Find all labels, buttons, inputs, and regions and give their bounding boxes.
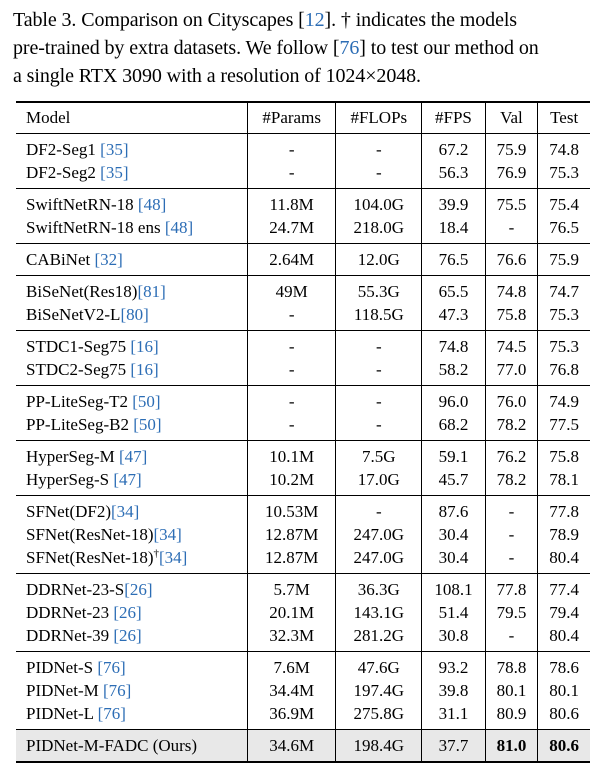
test-cell: 80.4 (538, 546, 590, 574)
table-row (16, 161, 590, 189)
table-row (16, 441, 590, 469)
val-cell: - (485, 523, 538, 546)
flops-cell: 198.4G (336, 730, 422, 763)
test-cell: 77.5 (538, 413, 590, 441)
val-cell: 78.2 (485, 468, 538, 496)
model-name: BiSeNet(Res18) (26, 282, 138, 301)
model-cell (16, 161, 248, 189)
params-cell: - (248, 358, 336, 386)
flops-cell: - (336, 134, 422, 162)
model-cell (16, 189, 248, 217)
table-group (16, 574, 590, 652)
val-cell: 77.0 (485, 358, 538, 386)
val-cell: 81.0 (485, 730, 538, 763)
fps-cell: 47.3 (422, 303, 485, 331)
flops-cell: 36.3G (336, 574, 422, 602)
citation-link[interactable]: [76] (97, 704, 126, 723)
table-row (16, 523, 590, 546)
params-cell: - (248, 413, 336, 441)
flops-cell: 104.0G (336, 189, 422, 217)
val-cell: 80.1 (485, 679, 538, 702)
table-row (16, 702, 590, 730)
table-row (16, 624, 590, 652)
flops-cell: 7.5G (336, 441, 422, 469)
model-name: SwiftNetRN-18 (26, 195, 138, 214)
fps-cell: 87.6 (422, 496, 485, 524)
table-row (16, 386, 590, 414)
flops-cell: 275.8G (336, 702, 422, 730)
citation-link[interactable]: [48] (137, 195, 167, 214)
model-cell (16, 441, 248, 469)
citation-link[interactable]: [47] (113, 470, 142, 489)
flops-cell: 281.2G (336, 624, 422, 652)
model-cell (16, 574, 248, 602)
test-cell: 75.9 (538, 244, 590, 276)
model-name: PIDNet-S (26, 658, 98, 677)
params-cell: 34.6M (248, 730, 336, 763)
model-cell (16, 546, 248, 574)
flops-cell: - (336, 413, 422, 441)
model-cell (16, 358, 248, 386)
fps-cell: 30.8 (422, 624, 485, 652)
table-group (16, 652, 590, 730)
table-group (16, 189, 590, 244)
model-cell (16, 331, 248, 359)
model-name: PP-LiteSeg-B2 (26, 415, 134, 434)
fps-cell: 39.8 (422, 679, 485, 702)
fps-cell: 65.5 (422, 276, 485, 304)
model-cell (16, 468, 248, 496)
model-name: PIDNet-L (26, 704, 98, 723)
val-cell: 76.9 (485, 161, 538, 189)
citation-link[interactable]: [80] (120, 305, 149, 324)
val-cell: 78.2 (485, 413, 538, 441)
model-name: DDRNet-23 (26, 603, 114, 622)
model-name: SwiftNetRN-18 ens (26, 218, 165, 237)
flops-cell: - (336, 386, 422, 414)
model-name: DDRNet-39 (26, 626, 114, 645)
citation-link[interactable]: [48] (164, 218, 194, 237)
table-row (16, 134, 590, 162)
test-cell: 75.3 (538, 303, 590, 331)
pretrained-dagger: † (153, 547, 159, 560)
model-cell (16, 134, 248, 162)
model-cell (16, 244, 248, 276)
model-name: STDC1-Seg75 (26, 337, 131, 356)
params-cell: 12.87M (248, 523, 336, 546)
val-cell: 76.6 (485, 244, 538, 276)
citation-link[interactable]: [32] (94, 250, 123, 269)
fps-cell: 58.2 (422, 358, 485, 386)
val-cell: 75.9 (485, 134, 538, 162)
flops-cell: 55.3G (336, 276, 422, 304)
table-group (16, 134, 590, 189)
model-cell (16, 386, 248, 414)
model-cell (16, 601, 248, 624)
model-name: CABiNet (26, 250, 95, 269)
table-row (16, 303, 590, 331)
fps-cell: 39.9 (422, 189, 485, 217)
flops-cell: 118.5G (336, 303, 422, 331)
model-cell (16, 276, 248, 304)
model-name: STDC2-Seg75 (26, 360, 131, 379)
header-params: #Params (248, 102, 336, 134)
table-row (16, 276, 590, 304)
caption-citation-link[interactable]: 12 (304, 9, 325, 31)
test-cell: 74.7 (538, 276, 590, 304)
citation-link[interactable]: [76] (97, 658, 126, 677)
citation-link[interactable]: [16] (130, 360, 159, 379)
header-val: Val (485, 102, 538, 134)
header-row (16, 102, 590, 134)
params-cell: 5.7M (248, 574, 336, 602)
model-cell (16, 702, 248, 730)
flops-cell: 247.0G (336, 523, 422, 546)
test-cell: 76.8 (538, 358, 590, 386)
model-name: DF2-Seg2 (26, 163, 101, 182)
flops-cell: 47.6G (336, 652, 422, 680)
caption-line-1: Table 3. Comparison on Cityscapes [12]. † indicates the models (13, 9, 517, 31)
val-cell: 75.5 (485, 189, 538, 217)
fps-cell: 93.2 (422, 652, 485, 680)
params-cell: - (248, 134, 336, 162)
citation-link[interactable]: [16] (130, 337, 159, 356)
flops-cell: 12.0G (336, 244, 422, 276)
test-cell: 78.6 (538, 652, 590, 680)
table-group (16, 244, 590, 276)
val-cell: 78.8 (485, 652, 538, 680)
val-cell: - (485, 624, 538, 652)
table-row (16, 189, 590, 217)
model-name: HyperSeg-S (26, 470, 114, 489)
table-row (16, 601, 590, 624)
test-cell: 80.6 (538, 702, 590, 730)
params-cell: 10.53M (248, 496, 336, 524)
params-cell: 32.3M (248, 624, 336, 652)
flops-cell: 247.0G (336, 546, 422, 574)
val-cell: - (485, 546, 538, 574)
citation-link[interactable]: [34] (158, 548, 188, 567)
fps-cell: 68.2 (422, 413, 485, 441)
citation-link[interactable]: [35] (100, 163, 129, 182)
val-cell: 77.8 (485, 574, 538, 602)
model-name: PP-LiteSeg-T2 (26, 392, 133, 411)
citation-link[interactable]: [35] (100, 140, 129, 159)
params-cell: - (248, 386, 336, 414)
table-row (16, 358, 590, 386)
table-group (16, 276, 590, 331)
fps-cell: 37.7 (422, 730, 485, 763)
val-cell: 74.5 (485, 331, 538, 359)
model-name: BiSeNetV2-L (26, 305, 121, 324)
params-cell: 20.1M (248, 601, 336, 624)
params-cell: 12.87M (248, 546, 336, 574)
test-cell: 79.4 (538, 601, 590, 624)
table-row (16, 574, 590, 602)
params-cell: 10.1M (248, 441, 336, 469)
test-cell: 75.3 (538, 331, 590, 359)
citation-link[interactable]: [50] (132, 392, 161, 411)
fps-cell: 108.1 (422, 574, 485, 602)
params-cell: 10.2M (248, 468, 336, 496)
params-cell: 24.7M (248, 216, 336, 244)
test-cell: 80.1 (538, 679, 590, 702)
model-name: PIDNet-M-FADC (Ours) (16, 730, 248, 763)
caption-line-3: a single RTX 3090 with a resolution of 1024×2048. (13, 65, 421, 87)
model-name: DF2-Seg1 (26, 140, 101, 159)
params-cell: 34.4M (248, 679, 336, 702)
flops-cell: 17.0G (336, 468, 422, 496)
params-cell: 11.8M (248, 189, 336, 217)
model-cell (16, 523, 248, 546)
table-row (16, 244, 590, 276)
model-cell (16, 624, 248, 652)
model-cell (16, 679, 248, 702)
table-row (16, 216, 590, 244)
flops-cell: 197.4G (336, 679, 422, 702)
model-cell (16, 303, 248, 331)
citation-link[interactable]: [47] (119, 447, 148, 466)
fps-cell: 67.2 (422, 134, 485, 162)
flops-cell: - (336, 161, 422, 189)
table-row (16, 546, 590, 574)
test-cell: 75.4 (538, 189, 590, 217)
table-row (16, 679, 590, 702)
citation-link[interactable]: [34] (153, 525, 182, 544)
test-cell: 74.9 (538, 386, 590, 414)
params-cell: 36.9M (248, 702, 336, 730)
params-cell: - (248, 303, 336, 331)
flops-cell: - (336, 331, 422, 359)
fps-cell: 76.5 (422, 244, 485, 276)
header-fps: #FPS (422, 102, 485, 134)
fps-cell: 96.0 (422, 386, 485, 414)
model-name: HyperSeg-M (26, 447, 120, 466)
flops-cell: 218.0G (336, 216, 422, 244)
params-cell: 7.6M (248, 652, 336, 680)
val-cell: 80.9 (485, 702, 538, 730)
fps-cell: 56.3 (422, 161, 485, 189)
table-row (16, 496, 590, 524)
model-cell (16, 413, 248, 441)
model-name: SFNet(ResNet-18) (26, 548, 154, 567)
model-cell (16, 496, 248, 524)
model-name: SFNet(ResNet-18) (26, 525, 154, 544)
fps-cell: 45.7 (422, 468, 485, 496)
test-cell: 80.4 (538, 624, 590, 652)
val-cell: 75.8 (485, 303, 538, 331)
fps-cell: 31.1 (422, 702, 485, 730)
test-cell: 75.8 (538, 441, 590, 469)
test-cell: 76.5 (538, 216, 590, 244)
model-name: PIDNet-M (26, 681, 103, 700)
test-cell: 75.3 (538, 161, 590, 189)
val-cell: 76.2 (485, 441, 538, 469)
test-cell: 77.8 (538, 496, 590, 524)
model-cell (16, 652, 248, 680)
table-group-ours (16, 730, 590, 763)
citation-link[interactable]: [26] (113, 626, 142, 645)
fps-cell: 30.4 (422, 523, 485, 546)
test-cell: 80.6 (538, 730, 590, 763)
fps-cell: 30.4 (422, 546, 485, 574)
model-cell (16, 216, 248, 244)
caption-citation-link[interactable]: 76 (339, 37, 360, 59)
header-model: Model (26, 108, 71, 127)
flops-cell: - (336, 496, 422, 524)
model-name: DDRNet-23-S (26, 580, 125, 599)
table-row (16, 413, 590, 441)
header-flops: #FLOPs (336, 102, 422, 134)
model-name: SFNet(DF2) (26, 502, 112, 521)
table-row (16, 652, 590, 680)
params-cell: 49M (248, 276, 336, 304)
test-cell: 77.4 (538, 574, 590, 602)
table-row (16, 331, 590, 359)
test-cell: 78.9 (538, 523, 590, 546)
val-cell: 76.0 (485, 386, 538, 414)
fps-cell: 51.4 (422, 601, 485, 624)
val-cell: - (485, 216, 538, 244)
flops-cell: 143.1G (336, 601, 422, 624)
citation-link[interactable]: [34] (111, 502, 140, 521)
table-group (16, 386, 590, 441)
citation-link[interactable]: [26] (113, 603, 142, 622)
flops-cell: - (336, 358, 422, 386)
fps-cell: 59.1 (422, 441, 485, 469)
test-cell: 78.1 (538, 468, 590, 496)
citation-link[interactable]: [26] (124, 580, 153, 599)
table-group (16, 331, 590, 386)
params-cell: - (248, 331, 336, 359)
table-group (16, 496, 590, 574)
test-cell: 74.8 (538, 134, 590, 162)
table-caption (13, 6, 605, 90)
fps-cell: 74.8 (422, 331, 485, 359)
caption-line-2: pre-trained by extra datasets. We follow [76] to test our method on (13, 37, 539, 59)
citation-link[interactable]: [81] (137, 282, 166, 301)
table-row (16, 468, 590, 496)
table-group (16, 441, 590, 496)
comparison-table (16, 101, 590, 763)
params-cell: - (248, 161, 336, 189)
val-cell: 79.5 (485, 601, 538, 624)
val-cell: 74.8 (485, 276, 538, 304)
fps-cell: 18.4 (422, 216, 485, 244)
header-test: Test (538, 102, 590, 134)
table-header (16, 102, 590, 134)
params-cell: 2.64M (248, 244, 336, 276)
citation-link[interactable]: [50] (133, 415, 162, 434)
citation-link[interactable]: [76] (102, 681, 132, 700)
ours-row (16, 730, 590, 763)
val-cell: - (485, 496, 538, 524)
